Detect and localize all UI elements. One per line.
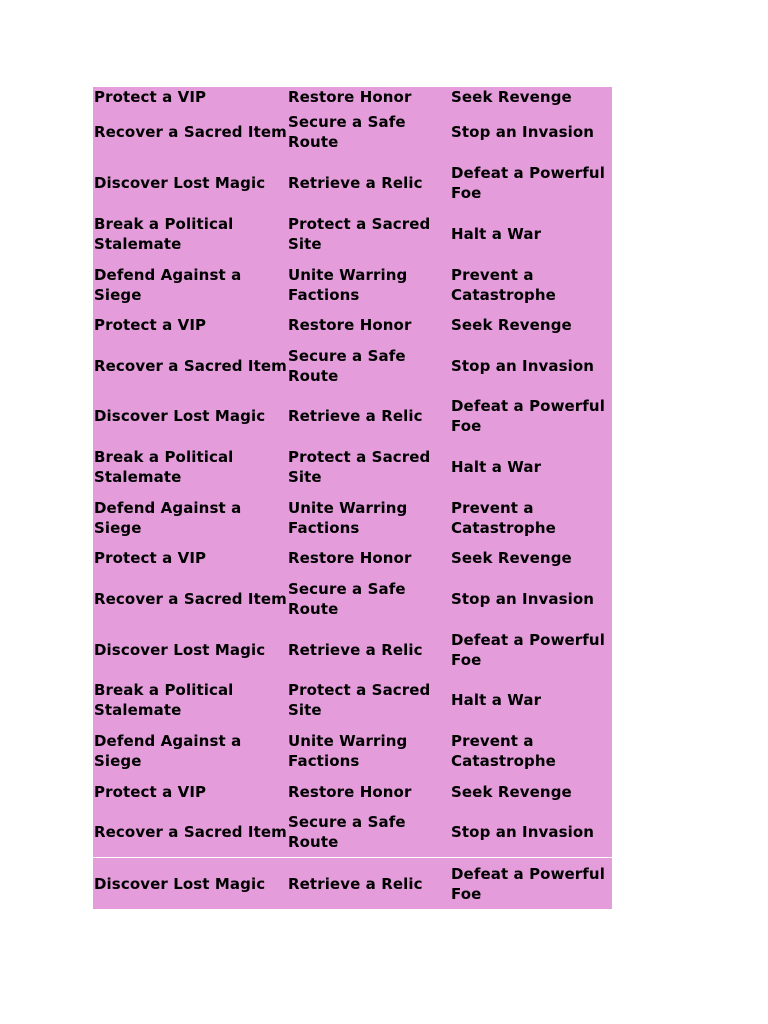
table-row bbox=[93, 209, 612, 260]
table-cell: Break a Political Stalemate bbox=[94, 214, 234, 253]
table-row bbox=[93, 310, 612, 340]
table-cell: Halt a War bbox=[451, 224, 542, 243]
table-cell: Defeat a Powerful Foe bbox=[451, 397, 605, 436]
table-cell: Halt a War bbox=[451, 458, 542, 477]
table-cell: Unite Warring Factions bbox=[288, 732, 408, 771]
table-cell: Halt a War bbox=[451, 691, 542, 710]
table-cell: Recover a Sacred Item bbox=[94, 589, 287, 608]
table-cell: Protect a VIP bbox=[94, 549, 207, 568]
table-cell: Secure a Safe Route bbox=[288, 346, 406, 385]
table-cell: Stop an Invasion bbox=[451, 123, 595, 142]
table-cell: Seek Revenge bbox=[451, 316, 572, 335]
table-row bbox=[93, 391, 612, 442]
table-cell: Defeat a Powerful Foe bbox=[451, 630, 605, 669]
table-cell: Protect a Sacred Site bbox=[288, 214, 431, 253]
table-row bbox=[93, 107, 612, 158]
table-cell: Defend Against a Siege bbox=[94, 265, 242, 304]
table-row bbox=[93, 624, 612, 675]
table-cell: Retrieve a Relic bbox=[288, 640, 423, 659]
table-cell: Recover a Sacred Item bbox=[94, 123, 287, 142]
table-cell: Prevent a Catastrophe bbox=[451, 265, 556, 304]
table-cell: Discover Lost Magic bbox=[94, 407, 266, 426]
table-row bbox=[93, 340, 612, 391]
table-cell: Protect a VIP bbox=[94, 782, 207, 801]
table-cell: Protect a Sacred Site bbox=[288, 448, 431, 487]
table-row bbox=[93, 726, 612, 777]
table-cell: Prevent a Catastrophe bbox=[451, 498, 556, 537]
table-cell: Unite Warring Factions bbox=[288, 498, 408, 537]
table-cell: Break a Political Stalemate bbox=[94, 681, 234, 720]
table-cell: Restore Honor bbox=[288, 316, 412, 335]
table-row bbox=[93, 259, 612, 310]
table-row bbox=[93, 543, 612, 573]
table-cell: Defeat a Powerful Foe bbox=[451, 164, 605, 203]
table-cell: Restore Honor bbox=[288, 88, 412, 106]
table-cell: Recover a Sacred Item bbox=[94, 822, 287, 841]
table-cell: Unite Warring Factions bbox=[288, 265, 408, 304]
table-cell: Discover Lost Magic bbox=[94, 640, 266, 659]
mission-table bbox=[93, 87, 612, 909]
table-block-last bbox=[93, 857, 612, 909]
table-row bbox=[93, 493, 612, 544]
table-cell: Restore Honor bbox=[288, 549, 412, 568]
table-row bbox=[93, 573, 612, 624]
table-row bbox=[93, 158, 612, 209]
table-cell: Defeat a Powerful Foe bbox=[451, 864, 605, 903]
table-row bbox=[93, 442, 612, 493]
table-cell: Seek Revenge bbox=[451, 782, 572, 801]
table-cell: Retrieve a Relic bbox=[288, 407, 423, 426]
table-cell: Secure a Safe Route bbox=[288, 812, 406, 851]
table-cell: Protect a VIP bbox=[94, 88, 207, 106]
table-cell: Stop an Invasion bbox=[451, 589, 595, 608]
table-cell: Stop an Invasion bbox=[451, 356, 595, 375]
table-cell: Protect a Sacred Site bbox=[288, 681, 431, 720]
table-row bbox=[93, 858, 612, 909]
table-cell: Stop an Invasion bbox=[451, 822, 595, 841]
table-cell: Secure a Safe Route bbox=[288, 113, 406, 152]
table-block-main bbox=[93, 87, 612, 857]
table-cell: Protect a VIP bbox=[94, 316, 207, 335]
table-row bbox=[93, 675, 612, 726]
table-row bbox=[93, 807, 612, 858]
table-cell: Restore Honor bbox=[288, 782, 412, 801]
table-cell: Discover Lost Magic bbox=[94, 174, 266, 193]
table-cell: Seek Revenge bbox=[451, 88, 572, 106]
table-cell: Seek Revenge bbox=[451, 549, 572, 568]
table-cell: Prevent a Catastrophe bbox=[451, 732, 556, 771]
table-cell: Defend Against a Siege bbox=[94, 498, 242, 537]
table-row bbox=[93, 87, 612, 107]
table-row bbox=[93, 777, 612, 807]
table-cell: Defend Against a Siege bbox=[94, 732, 242, 771]
table-cell: Recover a Sacred Item bbox=[94, 356, 287, 375]
table-cell: Retrieve a Relic bbox=[288, 874, 423, 893]
table-cell: Break a Political Stalemate bbox=[94, 448, 234, 487]
table-cell: Discover Lost Magic bbox=[94, 874, 266, 893]
table-cell: Secure a Safe Route bbox=[288, 579, 406, 618]
table-cell: Retrieve a Relic bbox=[288, 174, 423, 193]
